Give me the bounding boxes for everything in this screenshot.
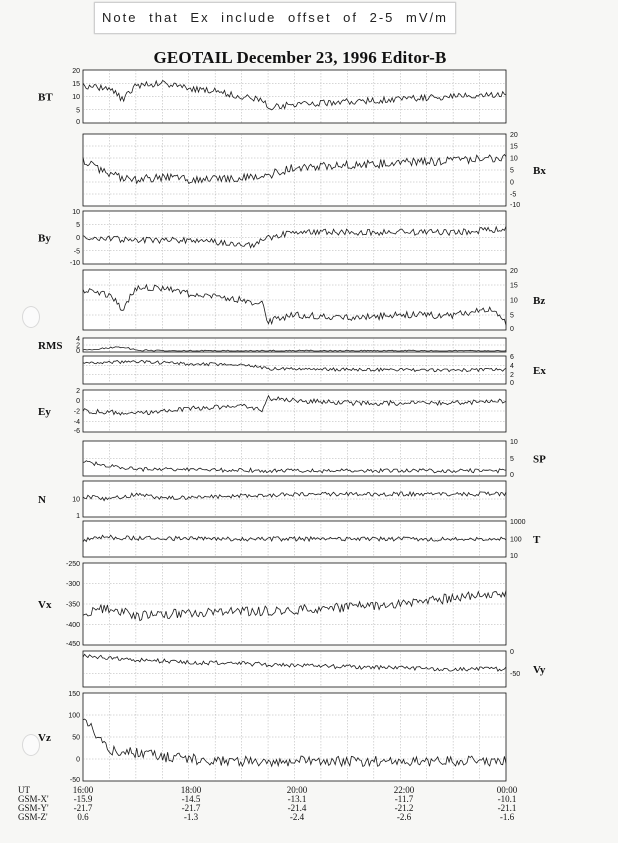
footer-col-2 <box>166 786 216 822</box>
panel-bx <box>83 132 546 209</box>
chart-title: GEOTAIL December 23, 1996 Editor-B <box>153 48 447 67</box>
footer-label-gsm-x: GSM-X' <box>18 794 49 804</box>
panel-vy <box>83 649 546 687</box>
panel-rms <box>38 336 506 355</box>
tick-label: 15 <box>72 80 80 88</box>
tick-label: 10 <box>510 553 518 560</box>
tick-label: -450 <box>65 641 80 648</box>
tick-label: -50 <box>69 777 80 784</box>
panel-ex <box>83 354 546 387</box>
footer-gsm-z: -2.6 <box>396 812 412 822</box>
panel-vz <box>38 691 506 784</box>
footer-gsm-x: -14.5 <box>181 794 201 804</box>
panel-ey <box>38 388 506 435</box>
tick-label: -5 <box>73 248 80 256</box>
tick-label: 0 <box>510 326 514 333</box>
tick-label: 0 <box>76 119 80 126</box>
footer-col-3 <box>272 786 322 822</box>
panel-label: Vx <box>38 599 52 611</box>
tick-label: -6 <box>73 428 80 435</box>
panel-vx <box>38 561 506 648</box>
panel-label: Vz <box>38 732 51 744</box>
panel-label: BT <box>38 91 53 104</box>
footer-gsm-z: 0.6 <box>77 812 89 822</box>
panel-label: Ex <box>533 365 546 377</box>
panel-label: SP <box>533 453 546 466</box>
tick-label: 20 <box>72 68 80 75</box>
panel-bz <box>83 268 545 333</box>
tick-label: 0 <box>76 756 80 764</box>
footer-gsm-x: -11.7 <box>394 794 414 804</box>
tick-label: 2 <box>76 388 80 395</box>
tick-label: 1 <box>76 513 80 520</box>
footer-label-ut: UT <box>18 785 30 795</box>
tick-label: 10 <box>72 496 80 504</box>
tick-label: 5 <box>510 167 514 175</box>
tick-label: 0 <box>510 649 514 656</box>
tick-label: 0 <box>510 380 514 387</box>
footer-gsm-z: -1.3 <box>183 812 199 822</box>
tick-label: 10 <box>510 297 518 305</box>
panel-sp <box>83 439 546 479</box>
panel-label: N <box>38 494 46 506</box>
tick-label: 5 <box>76 107 80 115</box>
tick-label: -400 <box>65 622 80 629</box>
tick-label: 0 <box>510 472 514 479</box>
tick-label: 1000 <box>510 519 526 526</box>
tick-label: 100 <box>510 536 522 544</box>
footer-gsm-x: -10.1 <box>497 794 517 804</box>
tick-label: -10 <box>69 260 80 267</box>
panel-label: Bx <box>533 165 546 177</box>
panel-t <box>83 519 541 560</box>
tick-label: 15 <box>510 282 518 290</box>
tick-label: -5 <box>510 191 517 199</box>
tick-label: 5 <box>510 312 514 320</box>
footer-gsm-y: -21.7 <box>73 803 93 813</box>
footer-gsm-y: -21.7 <box>181 803 201 813</box>
tick-label: 0 <box>510 179 514 187</box>
tick-label: 5 <box>76 221 80 229</box>
panel-n <box>38 481 506 520</box>
footer-label-gsm-z: GSM-Z' <box>18 812 48 822</box>
footer-col-1 <box>58 786 108 822</box>
footer-gsm-x: -13.1 <box>287 794 307 804</box>
offset-note: Note that Ex include offset of 2-5 mV/m <box>94 2 456 34</box>
tick-label: 0 <box>76 235 80 242</box>
tick-label: 0 <box>76 398 80 405</box>
panel-label: By <box>38 232 51 245</box>
tick-label: -250 <box>65 561 80 568</box>
panel-bt <box>38 68 506 126</box>
tick-label: 5 <box>510 456 514 463</box>
tick-label: 10 <box>510 155 518 163</box>
tick-label: 10 <box>510 439 518 446</box>
tick-label: 4 <box>510 362 514 370</box>
footer-gsm-z: -1.6 <box>499 812 515 822</box>
footer-gsm-y: -21.4 <box>287 803 307 813</box>
tick-label: -50 <box>510 671 521 678</box>
footer-ut: 22:00 <box>393 785 415 795</box>
tick-label: -350 <box>65 601 80 609</box>
tick-label: 6 <box>510 354 514 361</box>
tick-label: 10 <box>72 209 80 216</box>
footer-gsm-y: -21.1 <box>497 803 517 813</box>
footer-ut: 00:00 <box>496 785 518 795</box>
tick-label: 15 <box>510 143 518 151</box>
panel-by <box>38 209 506 267</box>
footer-ut: 18:00 <box>180 785 202 795</box>
panel-label: Vy <box>533 664 546 676</box>
tick-label: 100 <box>68 712 80 720</box>
footer-gsm-y: -21.2 <box>394 803 414 813</box>
tick-label: -4 <box>73 419 80 426</box>
tick-label: 4 <box>76 336 80 343</box>
panel-label: T <box>533 534 541 546</box>
footer-gsm-x: -15.9 <box>73 794 93 804</box>
footer-col-5 <box>482 786 532 822</box>
tick-label: 50 <box>72 734 80 742</box>
tick-label: -10 <box>510 202 521 209</box>
panel-label: Ey <box>38 406 51 418</box>
panel-label: Bz <box>533 295 546 307</box>
footer-col-4 <box>379 786 429 822</box>
tick-label: 0 <box>76 348 80 355</box>
panel-label: RMS <box>38 340 63 352</box>
tick-label: 10 <box>72 94 80 101</box>
footer-gsm-z: -2.4 <box>289 812 305 822</box>
tick-label: -300 <box>65 581 80 588</box>
footer-label-gsm-y: GSM-Y' <box>18 803 49 813</box>
tick-label: 2 <box>510 372 514 380</box>
footer-ut: 16:00 <box>72 785 94 795</box>
tick-label: 20 <box>510 132 518 139</box>
tick-label: -2 <box>73 408 80 416</box>
tick-label: 20 <box>510 268 518 275</box>
tick-label: 150 <box>68 691 80 698</box>
tick-label: 2 <box>76 342 80 350</box>
orbit-footer <box>0 786 618 836</box>
footer-ut: 20:00 <box>286 785 308 795</box>
